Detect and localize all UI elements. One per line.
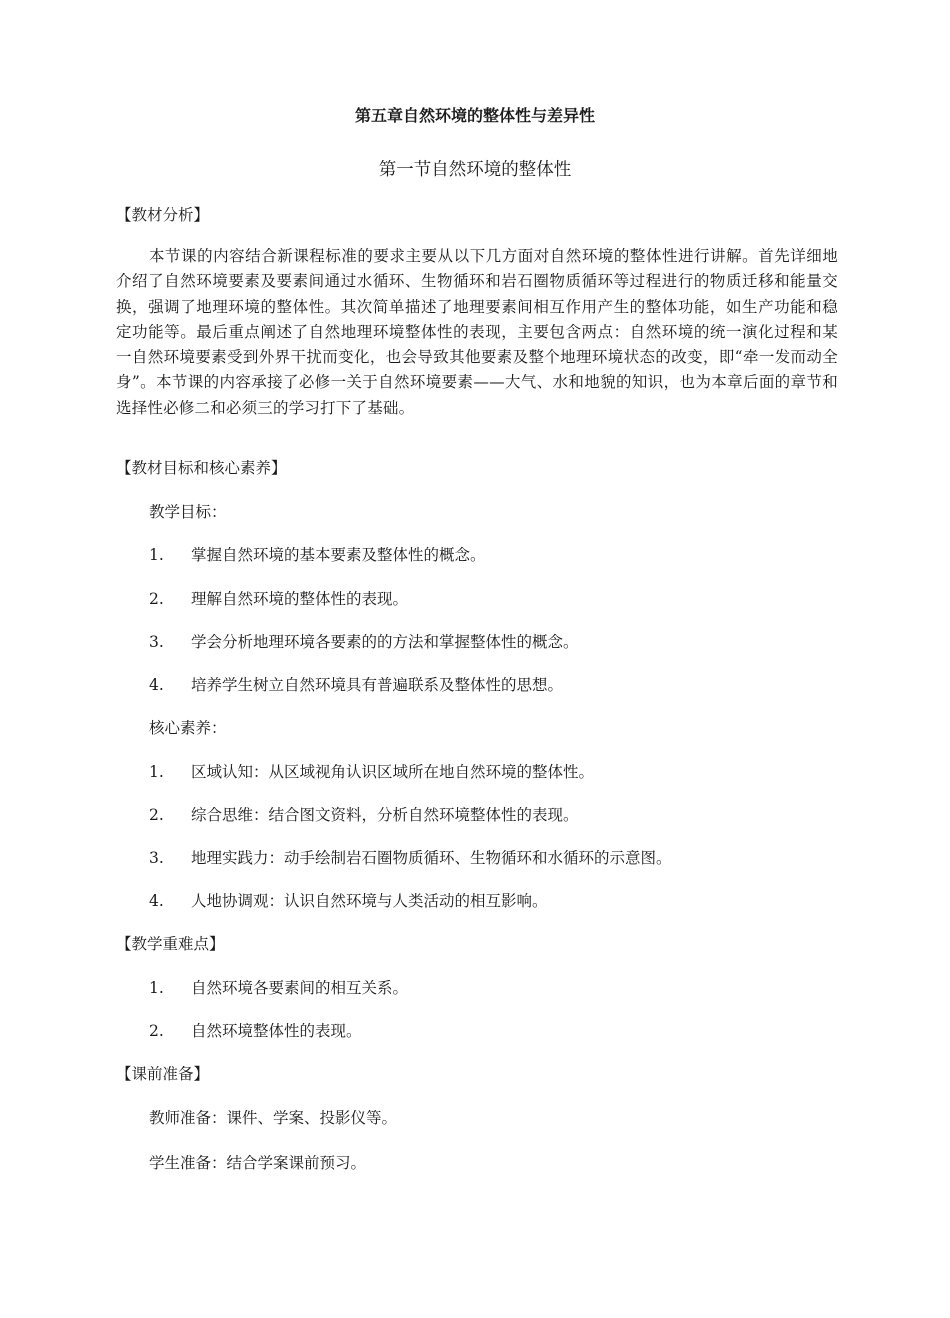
- student-preparation: 学生准备：结合学案课前预习。: [149, 1154, 367, 1172]
- key-point-text: 自然环境整体性的表现。: [191, 1022, 362, 1040]
- goal-text: 学会分析地理环境各要素的的方法和掌握整体性的概念。: [191, 633, 579, 651]
- literacy-number: 1.: [149, 763, 164, 781]
- analysis-paragraph: 本节课的内容结合新课程标准的要求主要从以下几方面对自然环境的整体性进行讲解。首先详细地介绍了自然环境要素及要素间通过水循环、生物循环和岩石圈物质循环等过程进行的物质迁移和能量交换，强调了地理环境的整体性。其次简单描述了地理要素间相互作用产生的整体功能，如生产功能和稳定功能等。最后重点阐述了自然地理环境整体性的表现，主要包含两点：自然环境的统一演化过程和某一自然环境要素受到外界干扰而变化，也会导致其他要素及整个地理环境状态的改变，即“牵一发而动全身”。本节课的内容承接了必修一关于自然环境要素——大气、水和地貌的知识，也为本章后面的章节和选择性必修二和必须三的学习打下了基础。: [116, 247, 838, 417]
- teaching-goals-label: 教学目标：: [149, 503, 227, 521]
- goal-number: 1.: [149, 546, 164, 564]
- key-points-heading: 【教学重难点】: [116, 935, 225, 953]
- goal-number: 3.: [149, 633, 164, 651]
- objectives-heading: 【教材目标和核心素养】: [116, 459, 287, 477]
- section-title: 第一节自然环境的整体性: [378, 160, 572, 180]
- key-point-number: 1.: [149, 979, 164, 997]
- key-point-text: 自然环境各要素间的相互关系。: [191, 979, 409, 997]
- goal-text: 掌握自然环境的基本要素及整体性的概念。: [191, 546, 486, 564]
- goal-text: 培养学生树立自然环境具有普遍联系及整体性的思想。: [191, 676, 564, 694]
- goal-number: 2.: [149, 590, 164, 608]
- analysis-heading: 【教材分析】: [116, 206, 210, 224]
- teacher-preparation: 教师准备：课件、学案、投影仪等。: [149, 1109, 398, 1127]
- literacy-number: 4.: [149, 892, 164, 910]
- literacy-number: 2.: [149, 806, 164, 824]
- chapter-title: 第五章自然环境的整体性与差异性: [354, 106, 595, 125]
- literacy-text: 区域认知：从区域视角认识区域所在地自然环境的整体性。: [191, 763, 595, 781]
- goal-text: 理解自然环境的整体性的表现。: [191, 590, 409, 608]
- goal-number: 4.: [149, 676, 164, 694]
- literacy-number: 3.: [149, 849, 164, 867]
- preparation-heading: 【课前准备】: [116, 1065, 210, 1083]
- core-literacy-label: 核心素养：: [149, 719, 227, 737]
- literacy-text: 人地协调观：认识自然环境与人类活动的相互影响。: [191, 892, 548, 910]
- literacy-text: 综合思维：结合图文资料，分析自然环境整体性的表现。: [191, 806, 579, 824]
- literacy-text: 地理实践力：动手绘制岩石圈物质循环、生物循环和水循环的示意图。: [191, 849, 672, 867]
- key-point-number: 2.: [149, 1022, 164, 1040]
